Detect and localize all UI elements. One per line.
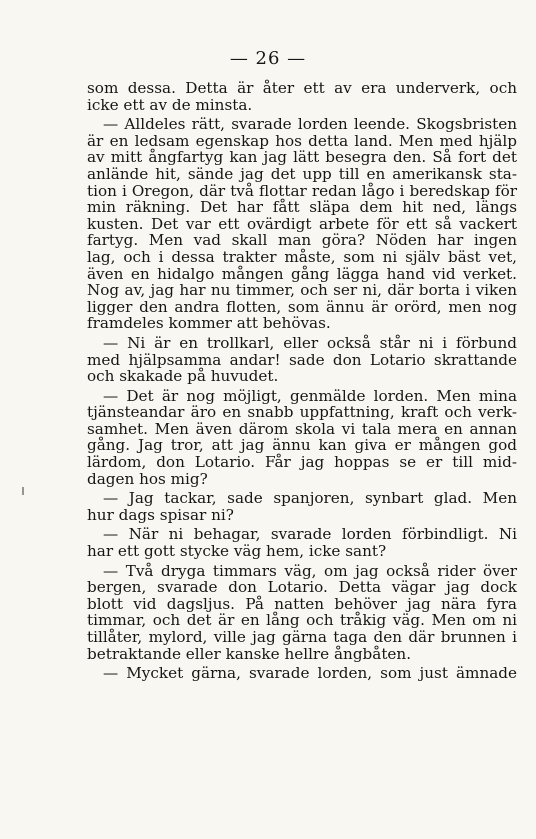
paragraph [87,665,517,682]
text-line: tion i Oregon, där två flottar redan lågo i beredskap för [87,181,517,200]
margin-mark [22,487,24,495]
text-line: — Jag tackar, sade spanjoren, synbart glad. Men [103,489,517,508]
text-line: med hjälpsamma andar! sade don Lotario skrattande [87,350,517,369]
paragraph [87,388,517,488]
text-line: dagen hos mig? [87,469,208,488]
text-line: — Ni är en trollkarl, eller också står ni i förbund [103,333,517,352]
text-line: min räkning. Det har fått släpa dem hit ned, längs [87,198,517,217]
text-line: ligger den andra flotten, som ännu är orörd, men nog [87,297,517,316]
text-line: av mitt ångfartyg kan jag lätt besegra den. Så fort det [87,148,517,167]
text-line: och skakade på huvudet. [87,367,279,386]
text-line: hur dags spisar ni? [87,505,234,524]
text-line: — Alldeles rätt, svarade lorden leende. Skogsbristen [103,115,517,134]
text-line: betraktande eller kanske hellre ångbåten. [87,644,412,663]
text-line: — Det är nog möjligt, genmälde lorden. Men mina [103,386,517,405]
text-line: är en ledsam egenskap hos detta land. Men med hjälp [87,131,517,150]
paragraph [87,490,517,523]
paragraph [87,116,517,332]
text-line: bergen, svarade don Lotario. Detta vägar jag dock [87,578,517,597]
text-line: samhet. Men även därom skola vi tala mera en annan [87,419,517,438]
page-number: — 26 — [229,48,307,69]
text-line: blott vid dagsljus. På natten behöver jag nära fyra [87,594,517,613]
text-line: — Mycket gärna, svarade lorden, som just ämnade [103,664,517,683]
text-line: lärdom, don Lotario. Får jag hoppas se er till mid- [87,453,517,472]
text-line: — När ni behagar, svarade lorden förbindligt. Ni [103,525,517,544]
text-line: tjänsteandar äro en snabb uppfattning, kraft och verk- [87,403,517,422]
text-line: Nog av, jag har nu timmer, och ser ni, där borta i viken [87,281,517,300]
paragraph [87,526,517,559]
paragraph [87,335,517,385]
text-line: även en hidalgo mången gång lägga hand vid verket. [87,264,517,283]
text-line: timmar, och det är en lång och tråkig väg. Men om ni [87,611,517,630]
text-line: framdeles kommer att behövas. [87,314,331,333]
text-line: tillåter, mylord, ville jag gärna taga den där brunnen i [87,628,517,646]
text-line: har ett gott stycke väg hem, icke sant? [87,542,387,561]
text-line: som dessa. Detta är åter ett av era underverk, och [87,79,517,97]
text-line: kusten. Det var ett ovärdigt arbete för ett så vackert [87,214,517,233]
body-text [87,80,517,685]
text-line: — Två dryga timmars väg, om jag också rider över [103,561,517,580]
paragraph [87,80,517,113]
text-line: anlände hit, sände jag det upp till en amerikansk sta- [87,164,517,183]
text-line: icke ett av de minsta. [87,95,253,114]
text-line: gång. Jag tror, att jag ännu kan giva er mången god [87,436,517,455]
text-line: lag, och i dessa trakter måste, som ni själv bäst vet, [87,247,517,266]
paragraph [87,563,517,663]
text-line: fartyg. Men vad skall man göra? Nöden har ingen [87,231,517,250]
